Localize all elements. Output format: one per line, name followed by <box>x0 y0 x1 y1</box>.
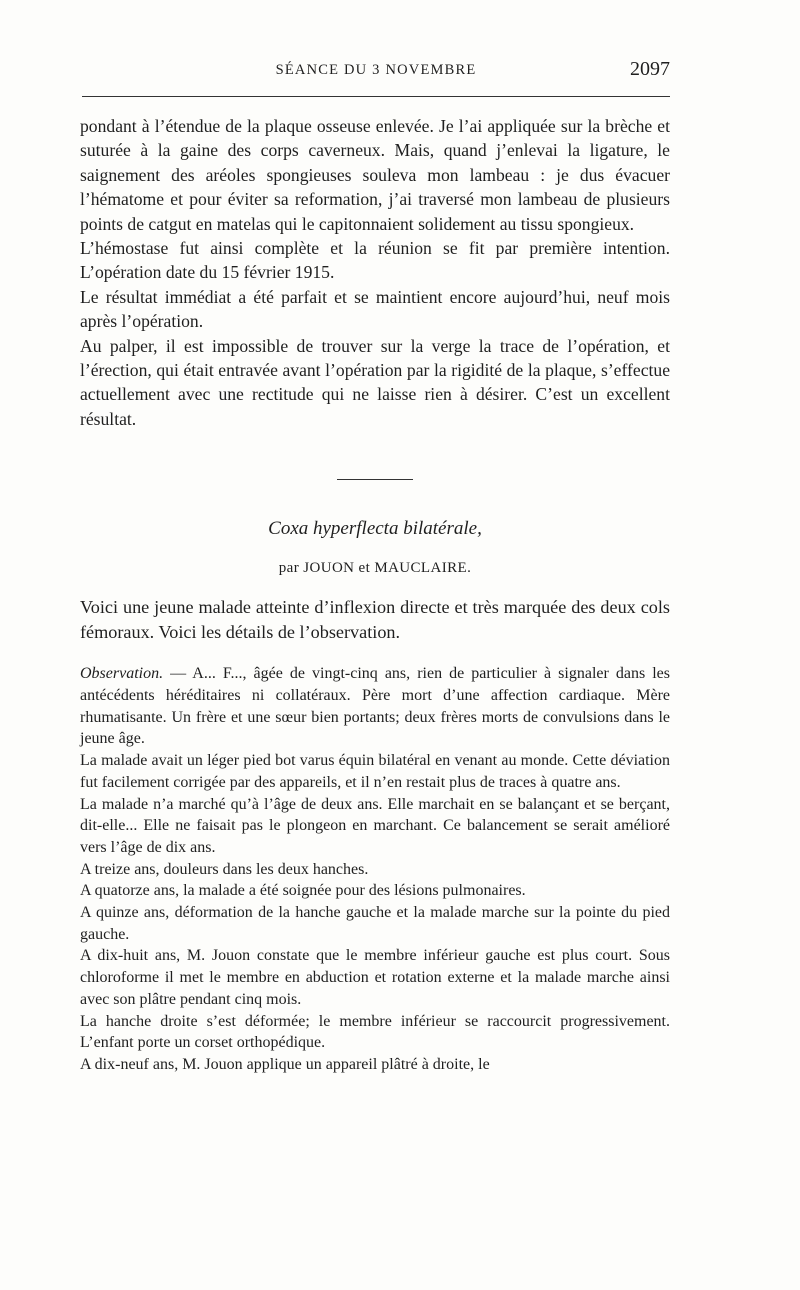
page-header <box>82 58 670 88</box>
paragraph: pondant à l’étendue de la plaque osseuse enlevée. Je l’ai appliquée sur la brèche et suturée à la gaine des corps caverneux. Mais, quand j’enlevai la ligature, le saignement des aréoles spongieuses souleva mon lambeau : je dus évacuer l’hématome et pour éviter sa reformation, j’ai traversé mon lambeau de plusieurs points de catgut en matelas qui le capitonnaient solidement au tissu spongieux. <box>80 116 670 234</box>
intro-paragraph: Voici une jeune malade atteinte d’inflexion directe et très marquée des deux cols fémoraux. Voici les détails de l’observation. <box>80 597 670 643</box>
main-text <box>80 114 670 431</box>
paragraph: Au palper, il est impossible de trouver sur la verge la trace de l’opération, et l’érection, qui était entravée avant l’opération par la rigidité de la plaque, s’effectue actuellement avec une rectitude qui ne laisse rien à désirer. C’est un excellent résultat. <box>80 335 670 429</box>
observation-text: — A... F..., âgée de vingt-cinq ans, rien de particulier à signaler dans les antécédents héréditaires ni collatéraux. Père mort d’une affection cardiaque. Mère rhumatisante. Un frère et une sœur bien portants; deux frères morts de convulsions dans le jeune âge. <box>80 665 670 748</box>
observation-section <box>80 663 670 1075</box>
observation-paragraph: A dix-neuf ans, M. Jouon applique un appareil plâtré à droite, le <box>80 1055 490 1073</box>
observation-paragraph: A dix-huit ans, M. Jouon constate que le membre inférieur gauche est plus court. Sous chloroforme il met le membre en abduction et rotation externe et la malade marche ainsi avec son plâtre pendant cinq mois. <box>80 947 670 1008</box>
intro-text <box>80 595 670 645</box>
running-title: SÉANCE DU 3 NOVEMBRE <box>275 62 477 78</box>
observation-paragraph: A treize ans, douleurs dans les deux hanches. <box>80 860 369 878</box>
article-authors: par JOUON et MAUCLAIRE. <box>278 560 472 577</box>
section-separator <box>337 479 413 480</box>
observation-paragraph: A quinze ans, déformation de la hanche gauche et la malade marche sur la pointe du pied gauche. <box>80 904 670 943</box>
paragraph: Le résultat immédiat a été parfait et se maintient encore aujourd’hui, neuf mois après l’opération. <box>80 286 670 332</box>
observation-paragraph: La malade avait un léger pied bot varus équin bilatéral en venant au monde. Cette déviation fut facilement corrigée par des appareils, et il n’en restait plus de traces à quatre ans. <box>80 752 670 791</box>
page-body <box>80 114 670 1076</box>
observation-paragraph: A quatorze ans, la malade a été soignée pour des lésions pulmonaires. <box>80 882 526 900</box>
observation-paragraph: La malade n’a marché qu’à l’âge de deux ans. Elle marchait en se balançant et se berçant, dit-elle... Elle ne faisait pas le plongeon en marchant. Ce balancement se serait amélioré vers l’âge de dix ans. <box>80 795 670 856</box>
article-title: Coxa hyperflecta bilatérale, <box>268 518 482 540</box>
observation-label: Observation. <box>80 665 164 683</box>
page-number: 2097 <box>630 58 670 80</box>
observation-paragraph <box>80 663 670 750</box>
paragraph: L’hémostase fut ainsi complète et la réunion se fit par première intention. L’opération date du 15 février 1915. <box>80 238 670 283</box>
observation-paragraph: La hanche droite s’est déformée; le membre inférieur se raccourcit progressivement. L’enfant porte un corset orthopédique. <box>80 1012 670 1052</box>
header-rule <box>82 96 670 97</box>
